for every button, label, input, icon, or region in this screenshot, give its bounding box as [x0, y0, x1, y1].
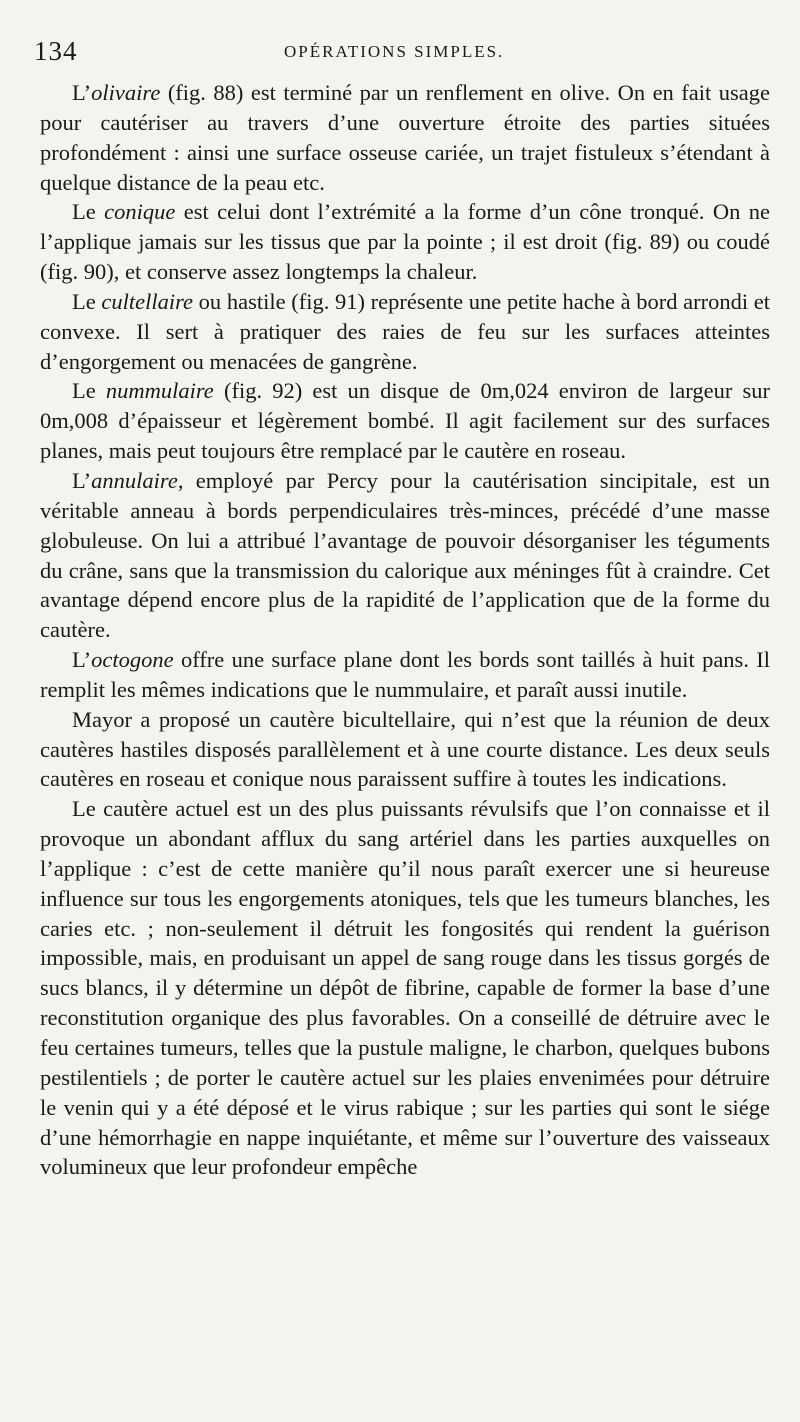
paragraph-octogone: L’octogone offre une surface plane dont les bords sont taillés à huit pans. Il remplit les mêmes indications que le nummulaire, et paraît aussi inutile.	[40, 647, 770, 702]
paragraph-annulaire: L’annulaire, employé par Percy pour la cautérisation sincipitale, est un véritable anneau à bords perpendiculaires très-minces, précédé d’une masse globuleuse. On lui a attribué l’avantage de pouvoir désorganiser les téguments du crâne, sans que la transmission du calorique aux méninges fût à craindre. Cet avantage dépend encore plus de la rapidité de l’application que de la forme du cautère.	[40, 467, 770, 643]
page-number: 134	[34, 36, 78, 66]
page-header	[34, 36, 754, 66]
paragraph-conique: Le conique est celui dont l’extrémité a la forme d’un cône tronqué. On ne l’applique jamais sur les tissus que par la pointe ; il est droit (fig. 89) ou coudé (fig. 90), et conserve assez longtemps la chaleur.	[40, 199, 770, 285]
term-olivaire: olivaire	[91, 80, 161, 105]
paragraph-mayor: Mayor a proposé un cautère bicultellaire, qui n’est que la réunion de deux cautères hastiles disposés parallèlement et à une courte distance. Les deux seuls cautères en roseau et conique nous paraissent suffire à toutes les indications.	[40, 706, 770, 792]
paragraph-olivaire: L’olivaire (fig. 88) est terminé par un renflement en olive. On en fait usage pour cautériser au travers d’une ouverture étroite des parties situées profondément : ainsi une surface osseuse cariée, un trajet fistuleux s’étendant à quelque distance de la peau etc.	[40, 80, 770, 195]
term-annulaire: annulaire	[91, 467, 178, 493]
paragraph-cultellaire: Le cultellaire ou hastile (fig. 91) représente une petite hache à bord arrondi et convexe. Il sert à pratiquer des raies de feu sur les surfaces atteintes d’engorgement ou menacées de gangrène.	[40, 288, 771, 374]
term-conique: conique	[104, 199, 176, 225]
paragraph-cautere-actuel: Le cautère actuel est un des plus puissants révulsifs que l’on connaisse et il provoque un abondant afflux du sang artériel dans les parties auxquelles on l’applique : c’est de cette manière qu’il nous paraît exercer une si heureuse influence sur tous les engorgements atoniques, tels que les tumeurs blanches, les caries etc. ; non-seulement il détruit les fongosités qui rendent la guérison impossible, mais, en produisant un appel de sang rouge dans les tissus gorgés de sucs blancs, il y détermine un dépôt de fibrine, capable de former la base d’une reconstitution organique des plus favorables. On a conseillé de détruire avec le feu certaines tumeurs, telles que la pustule maligne, le charbon, quelques bubons pestilentiels ; de porter le cautère actuel sur les plaies envenimées pour détruire le venin qui y a été déposé et le virus rabique ; sur les parties qui sont le siége d’une hémorrhagie en nappe inquiétante, et même sur l’ouverture des vaisseaux volumineux que leur profondeur empêche	[40, 796, 770, 1180]
running-head: OPÉRATIONS SIMPLES.	[284, 42, 505, 61]
term-cultellaire: cultellaire	[101, 288, 194, 314]
paragraph-nummulaire: Le nummulaire (fig. 92) est un disque de 0m,024 environ de largeur sur 0m,008 d’épaisseur et légèrement bombé. Il agit facilement sur des surfaces planes, mais peut toujours être remplacé par le cautère en roseau.	[40, 378, 770, 464]
term-octogone: octogone	[91, 647, 174, 673]
body-text	[40, 78, 770, 1182]
term-nummulaire: nummulaire	[105, 378, 214, 404]
